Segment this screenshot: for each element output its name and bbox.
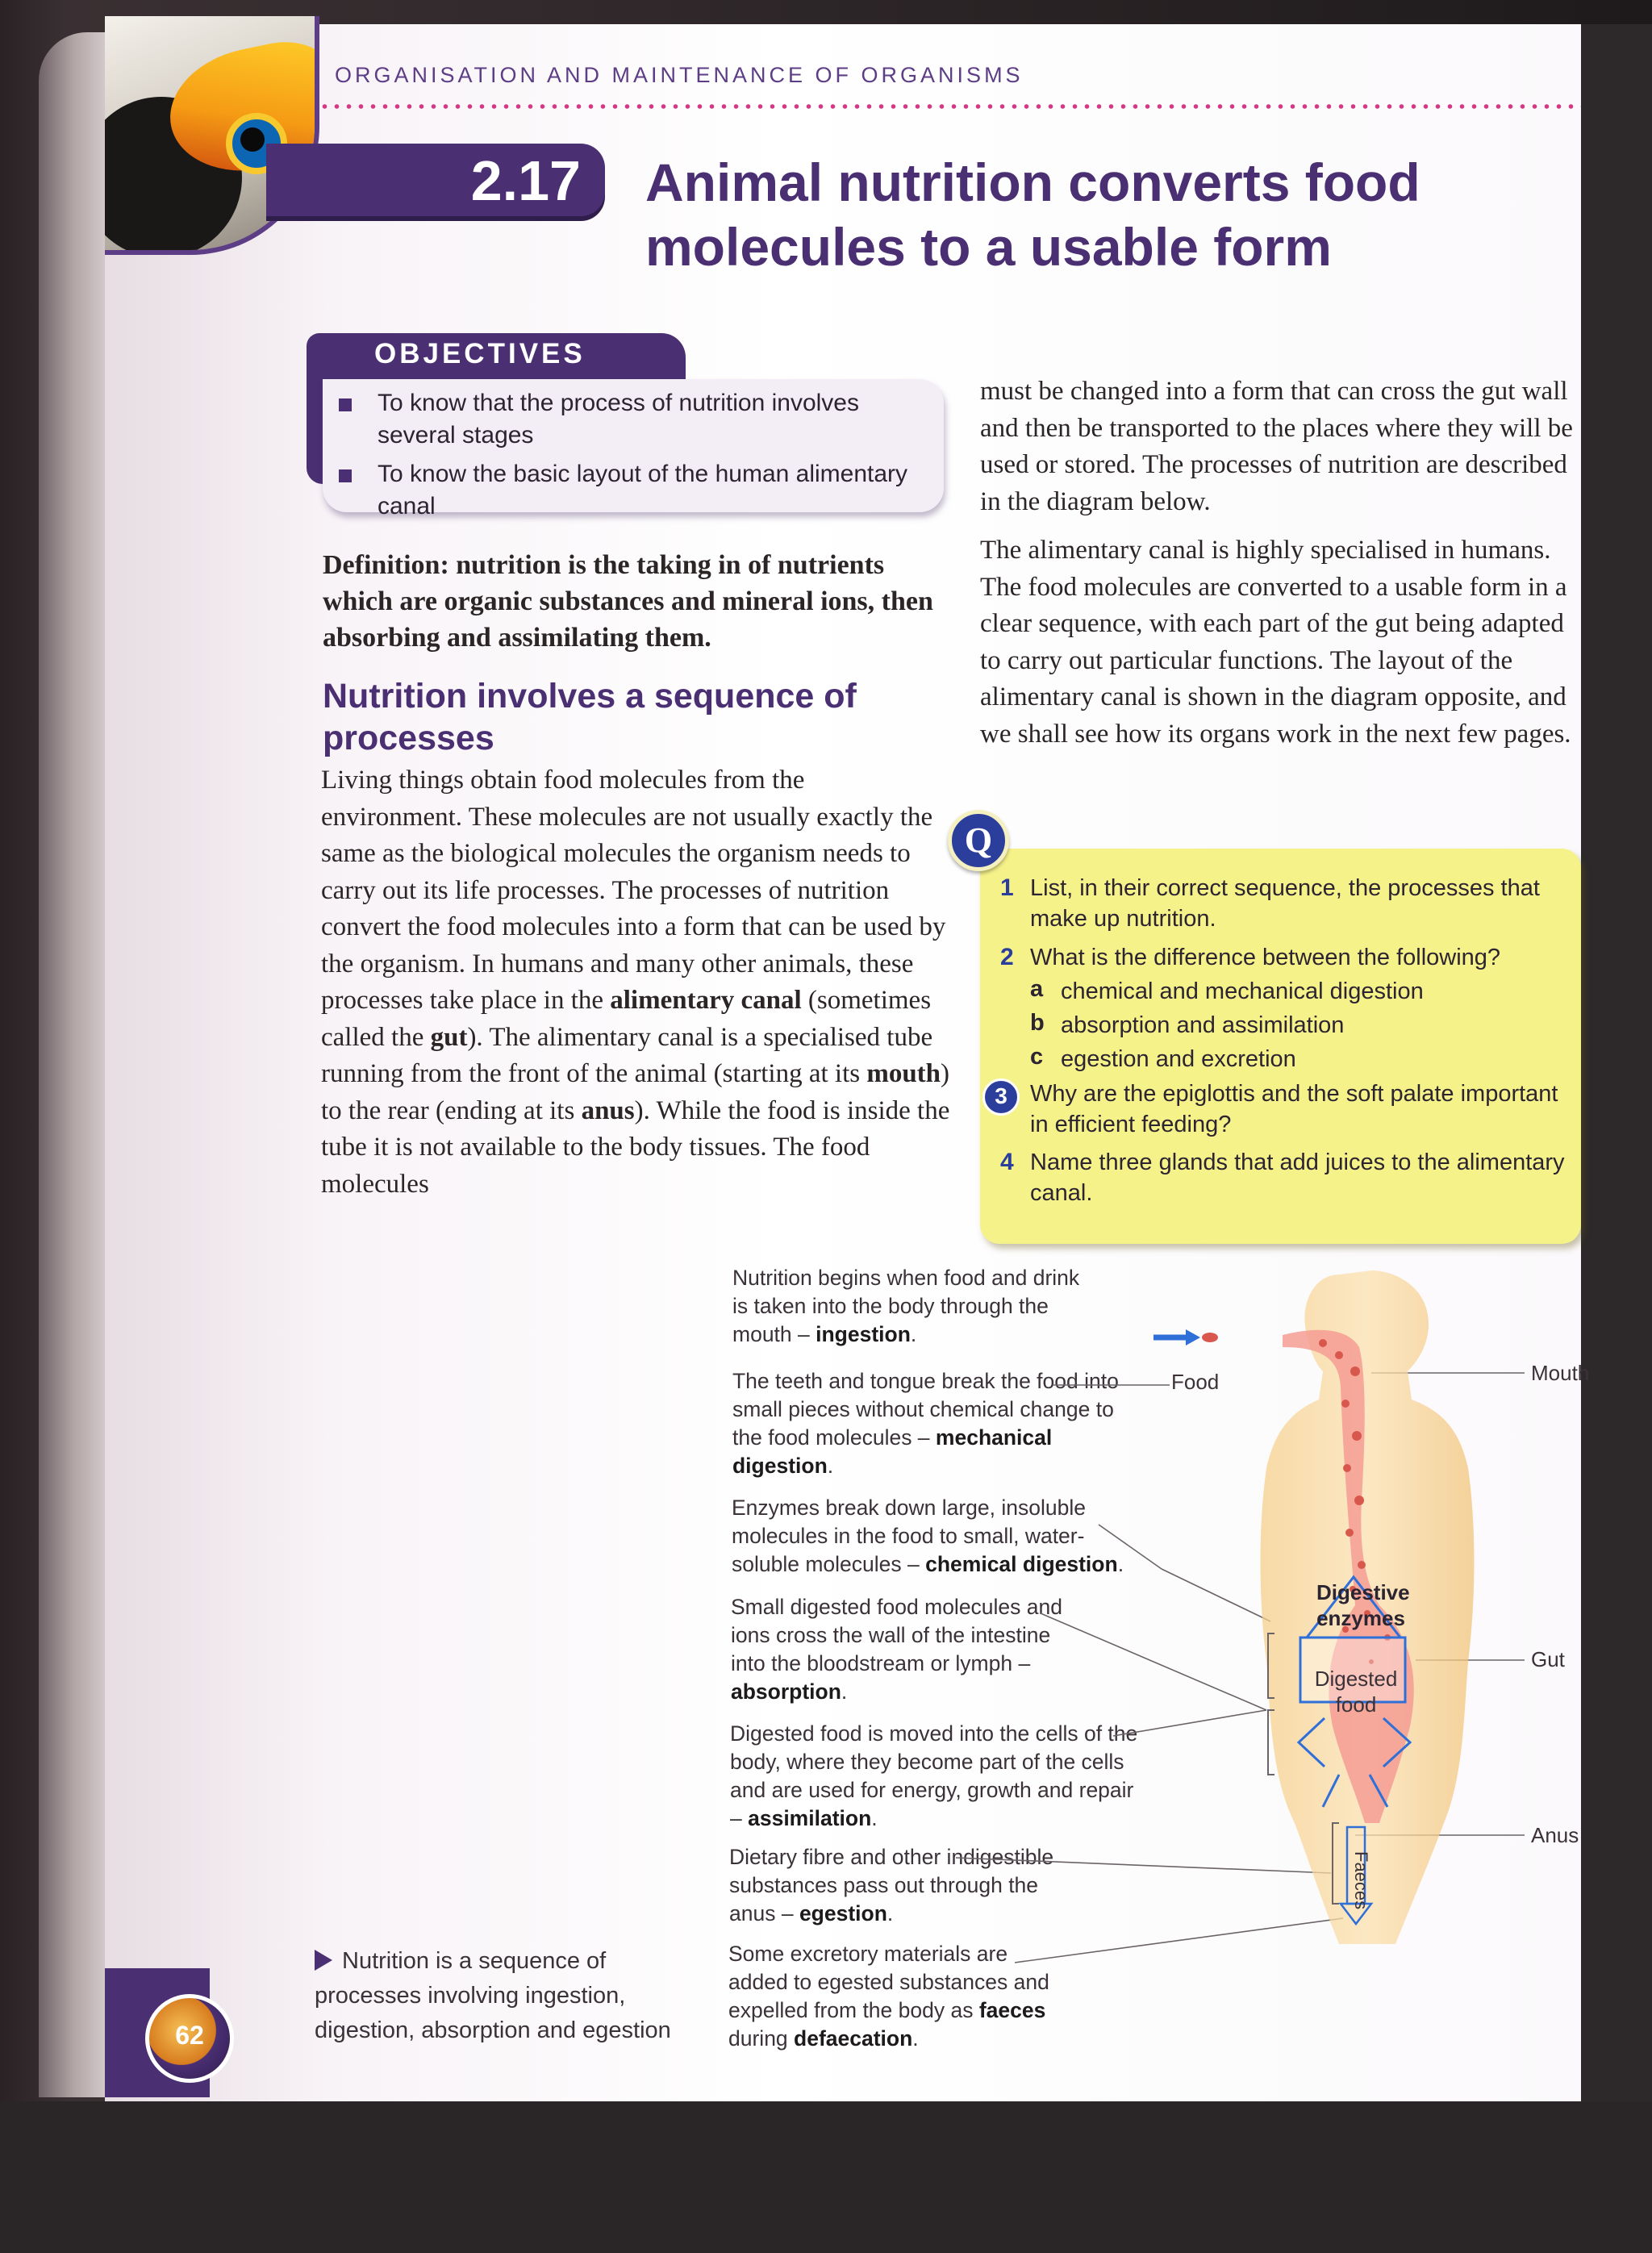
chapter-heading: ORGANISATION AND MAINTENANCE OF ORGANISMS [335, 63, 1024, 87]
question-2: What is the difference between the following? [1030, 945, 1501, 970]
figure-caption: Nutrition is a sequence of processes involving ingestion, digestion, absorption and egestion [315, 1948, 671, 2043]
question-2c: egestion and excretion [1061, 1046, 1296, 1072]
question-letter: b [1030, 1010, 1045, 1036]
definition-text: Definition: nutrition is the taking in of nutrients which are organic substances and mineral ions, then absorbing and assimilating them. [323, 550, 933, 653]
question-4: Name three glands that add juices to the alimentary canal. [1030, 1149, 1565, 1206]
right-column-paragraph-1: must be changed into a form that can cross the gut wall and then be transported to the places where they will be used or stored. The processes of nutrition are described in the diagram below. [980, 377, 1573, 516]
question-letter: a [1030, 976, 1044, 1002]
label-gut: Gut [1531, 1647, 1565, 1671]
section-subheading: Nutrition involves a sequence of processes [323, 677, 857, 757]
question-3-badge: 3 [982, 1079, 1020, 1116]
question-number: 4 [1000, 1149, 1014, 1175]
objective-item: To know that the process of nutrition involves several stages [339, 387, 920, 452]
label-anus: Anus [1531, 1823, 1579, 1847]
caption-faeces: Some excretory materials are added to egested substances and expelled from the body as faeces during defaecation. [728, 1942, 1049, 2051]
label-mouth: Mouth [1531, 1361, 1590, 1385]
caption-egestion: Dietary fibre and other indigestible substances pass out through the anus – egestion. [729, 1845, 1054, 1925]
question-2a: chemical and mechanical digestion [1061, 978, 1424, 1004]
question-number: 2 [1000, 944, 1014, 970]
term-gut: gut [430, 1022, 468, 1052]
caption-ingestion: Nutrition begins when food and drink is taken into the body through the mouth – ingestion. [732, 1266, 1080, 1346]
question-2b: absorption and assimilation [1061, 1012, 1345, 1038]
question-1: List, in their correct sequence, the processes that make up nutrition. [1030, 875, 1540, 932]
questions-badge-icon: Q [948, 810, 1009, 871]
caption-assimilation: Digested food is moved into the cells of the body, where they become part of the cells and are used for energy, growth and repair – assimilation. [730, 1721, 1138, 1830]
label-digested-food: Digested food [1314, 1667, 1398, 1717]
caption-mechanical-digestion: The teeth and tongue break the food into small pieces without chemical change to the food molecules – mechanical digestion. [732, 1369, 1119, 1478]
label-digestive-enzymes: Digestive enzymes [1316, 1580, 1410, 1630]
objectives-heading: OBJECTIVES [374, 338, 586, 369]
title-line-1: Animal nutrition converts food [645, 152, 1420, 212]
question-letter: c [1030, 1044, 1044, 1070]
section-number: 2.17 [470, 149, 581, 212]
label-food: Food [1171, 1370, 1220, 1394]
caption-absorption: Small digested food molecules and ions cross the wall of the intestine into the bloodstream or lymph – absorption. [731, 1595, 1062, 1704]
term-alimentary-canal: alimentary canal [610, 986, 802, 1015]
term-anus: anus [581, 1095, 635, 1125]
title-line-2: molecules to a usable form [645, 217, 1332, 277]
caption-chemical-digestion: Enzymes break down large, insoluble molecules in the food to small, water-soluble molecules – chemical digestion. [732, 1496, 1124, 1576]
term-mouth: mouth [866, 1059, 941, 1088]
right-column-paragraph-2: The alimentary canal is highly specialised in humans. The food molecules are converted to a usable form in a clear sequence, with each part of the gut being adapted to carry out particular functions. The layout of the alimentary canal is shown in the diagram opposite, and we shall see how its organs work in the next few pages. [980, 536, 1571, 749]
question-3: Why are the epiglottis and the soft palate important in efficient feeding? [1030, 1081, 1558, 1137]
label-faeces: Faeces [1351, 1851, 1371, 1910]
objective-item: To know the basic layout of the human alimentary canal [339, 458, 920, 523]
alimentary-canal-diagram [1153, 1258, 1590, 2017]
question-number: 1 [1000, 874, 1014, 901]
left-column-text: Living things obtain food molecules from the environment. These molecules are not usually exactly the same as the biological molecules the organism needs to carry out its life processes. The processes of nutrition convert the food molecules into a form that can be used by the organism. In humans and many other animals, these processes take place in the alimentary canal (sometimes called the gut). The alimentary canal is a specialised tube running from the front of the animal (starting at its mouth) to the rear (ending at its anus). While the food is inside the tube it is not available to the body tissues. The food molecules [321, 766, 950, 1199]
page-number-badge: 62 [145, 1994, 234, 2083]
caption-arrow-icon [315, 1950, 332, 1971]
